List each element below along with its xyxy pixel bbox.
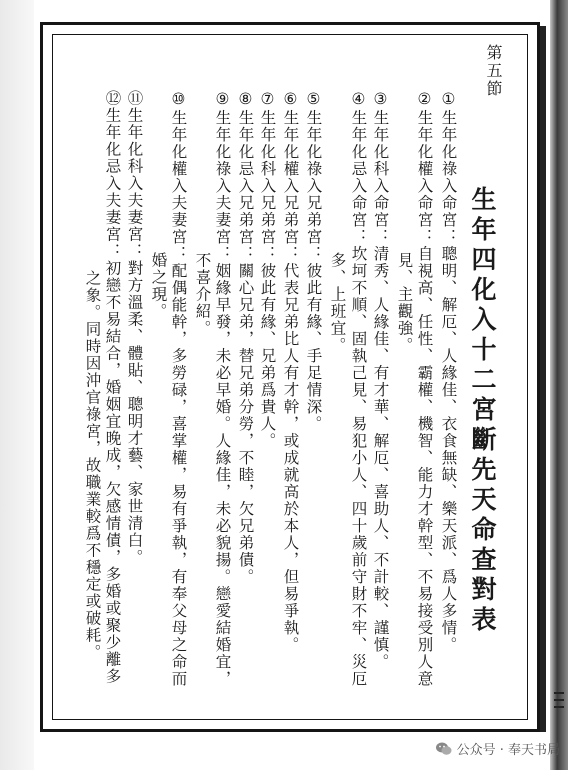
entry-number: ⑩	[169, 90, 188, 110]
entry-11	[126, 90, 142, 566]
entry-1	[440, 90, 456, 654]
entry-text: 生年化祿入夫妻宮：姻緣早發，未必早婚。人緣佳，未必貌揚。戀愛結婚宜，	[213, 109, 232, 688]
entry-9	[214, 90, 230, 688]
entry-text: 生年化權入命宮：自視高、任性、霸權、機智、能力才幹型、不易接受別人意	[415, 109, 434, 688]
entry-number: ②	[415, 90, 434, 110]
entry-2	[416, 90, 432, 688]
entry-4	[350, 90, 366, 688]
entry-12-continuation: 之象。同時因沖官祿宮，故職業較爲不穩定或破耗。	[83, 270, 102, 661]
entry-number: ⑦	[258, 90, 277, 110]
entry-number: ①	[439, 90, 458, 110]
entry-3	[372, 90, 388, 671]
entry-9-continuation: 不喜介紹。	[193, 252, 212, 337]
entry-text: 生年化祿入兄弟宮：彼此有緣、手足情深。	[304, 109, 323, 433]
entry-number: ⑧	[236, 90, 255, 110]
entry-10	[170, 90, 186, 688]
page-margin-left	[0, 0, 34, 770]
binding-mark-icon	[552, 690, 566, 710]
entry-number: ③	[371, 90, 390, 110]
entry-text: 生年化科入命宮：清秀、人緣佳、有才華、解厄、喜助人、不計較、謹慎。	[371, 109, 390, 671]
wechat-icon	[435, 740, 453, 758]
entry-number: ⑥	[281, 90, 300, 110]
entry-7	[259, 90, 275, 450]
watermark	[435, 739, 560, 758]
page-edge-right	[550, 0, 568, 770]
entry-number: ⑨	[213, 90, 232, 110]
entry-2-continuation: 見、主觀強。	[395, 252, 414, 354]
entry-10-continuation: 婚之現。	[149, 252, 168, 320]
entry-text: 生年化忌入夫妻宮：初戀不易結合，婚姻宜晚成，欠感情債，多婚或聚少離多	[103, 107, 122, 685]
entry-text: 生年化忌入命宮：坎坷不順、固執己見、易犯小人、四十歲前守財不牢、災厄	[349, 109, 368, 688]
entry-number: ⑪	[125, 90, 144, 107]
section-label: 第五節	[484, 44, 503, 98]
entry-text: 生年化科入兄弟宮：彼此有緣、兄弟爲貴人。	[258, 109, 277, 450]
entry-text: 生年化忌入兄弟宮：關心兄弟，替兄弟分勞，不睦，欠兄弟債。	[236, 109, 255, 586]
entry-text: 生年化權入夫妻宮：配偶能幹，多勞碌，喜掌權，易有爭執，有奉父母之命而	[169, 109, 188, 688]
entry-12	[104, 90, 120, 685]
entry-6	[282, 90, 298, 654]
frame-shadow	[540, 26, 546, 732]
page-title: 生年四化入十二宮斷先天命查對表	[468, 186, 497, 636]
entry-text: 生年化祿入命宮：聰明、解厄、人緣佳、衣食無缺、樂天派、爲人多情。	[439, 109, 458, 654]
entry-number: ⑫	[103, 90, 122, 107]
entry-text: 生年化權入兄弟宮：代表兄弟比人有才幹，或成就高於本人，但易爭執。	[281, 109, 300, 654]
entry-number: ⑤	[304, 90, 323, 110]
entry-number: ④	[349, 90, 368, 110]
entry-8	[237, 90, 253, 586]
entry-5	[305, 90, 321, 433]
watermark-label: 公众号 · 奉天书局	[456, 743, 560, 758]
entry-4-continuation: 多、上班宜。	[328, 252, 347, 354]
entry-text: 生年化科入夫妻宮：對方溫柔、體貼、聰明才藝、家世清白。	[125, 107, 144, 566]
